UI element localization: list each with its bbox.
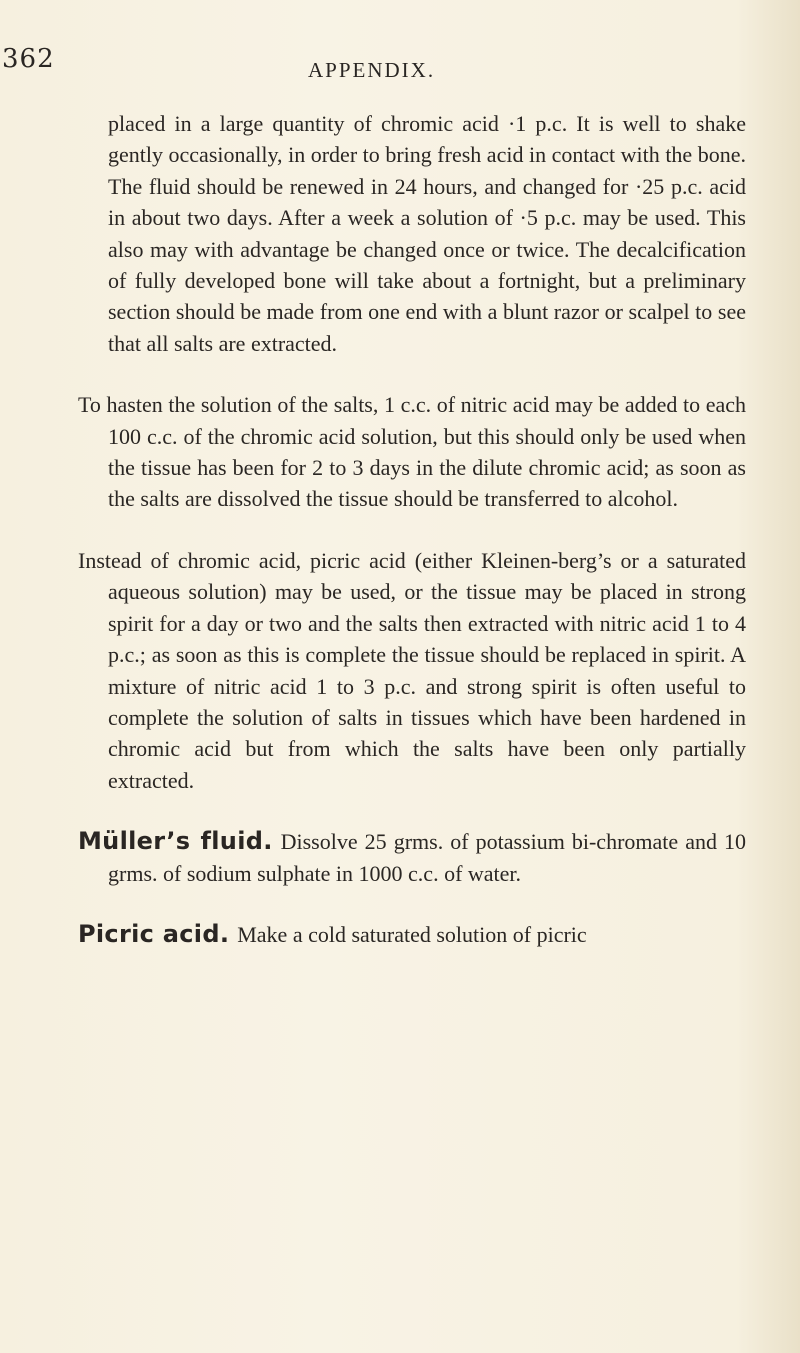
paragraph-decalcification: placed in a large quantity of chromic acid ·1 p.c. It is well to shake gently occasionally, in order to bring fresh acid in contact with the bone. The fluid should be renewed in 24 hours, and changed for ·25 p.c. acid in about two days. After a week a solution of ·5 p.c. may be used. This also may with advantage be changed once or twice. The decalcification of fully developed bone will take about a fortnight, but a preliminary section should be made from one end with a blunt razor or scalpel to see that all salts are extracted.: [108, 111, 746, 356]
picric-heading: Picric acid.: [78, 919, 230, 948]
body-text: [78, 108, 746, 950]
paragraph-picric-alternative: Instead of chromic acid, picric acid (either Kleinen-berg’s or a saturated aqueous solution) may be used, or the tissue may be placed in strong spirit for a day or two and the salts then extracted with nitric acid 1 to 4 p.c.; as soon as this is complete the tissue should be replaced in spirit. A mixture of nitric acid 1 to 3 p.c. and strong spirit is often useful to complete the solution of salts in tissues which have been hardened in chromic acid but from which the salts have been only partially extracted.: [78, 547, 746, 793]
muller-text: Dissolve 25 grms. of potassium bi-chromate and 10 grms. of sodium sulphate in 1000 c.c. of water.: [108, 829, 746, 886]
picric-text: Make a cold saturated solution of picric: [237, 921, 587, 947]
entry-picric-acid: [78, 919, 746, 950]
muller-heading: Müller’s fluid.: [78, 827, 273, 856]
page-number: 362: [2, 44, 55, 74]
running-head: APPENDIX.: [308, 58, 436, 82]
entry-muller-fluid: [78, 826, 746, 889]
paragraph-nitric-acid: To hasten the solution of the salts, 1 c.c. of nitric acid may be added to each 100 c.c. of the chromic acid solution, but this should only be used when the tissue has been for 2 to 3 days in the dilute chromic acid; as soon as the salts are dissolved the tissue should be transferred to alcohol.: [78, 392, 746, 512]
